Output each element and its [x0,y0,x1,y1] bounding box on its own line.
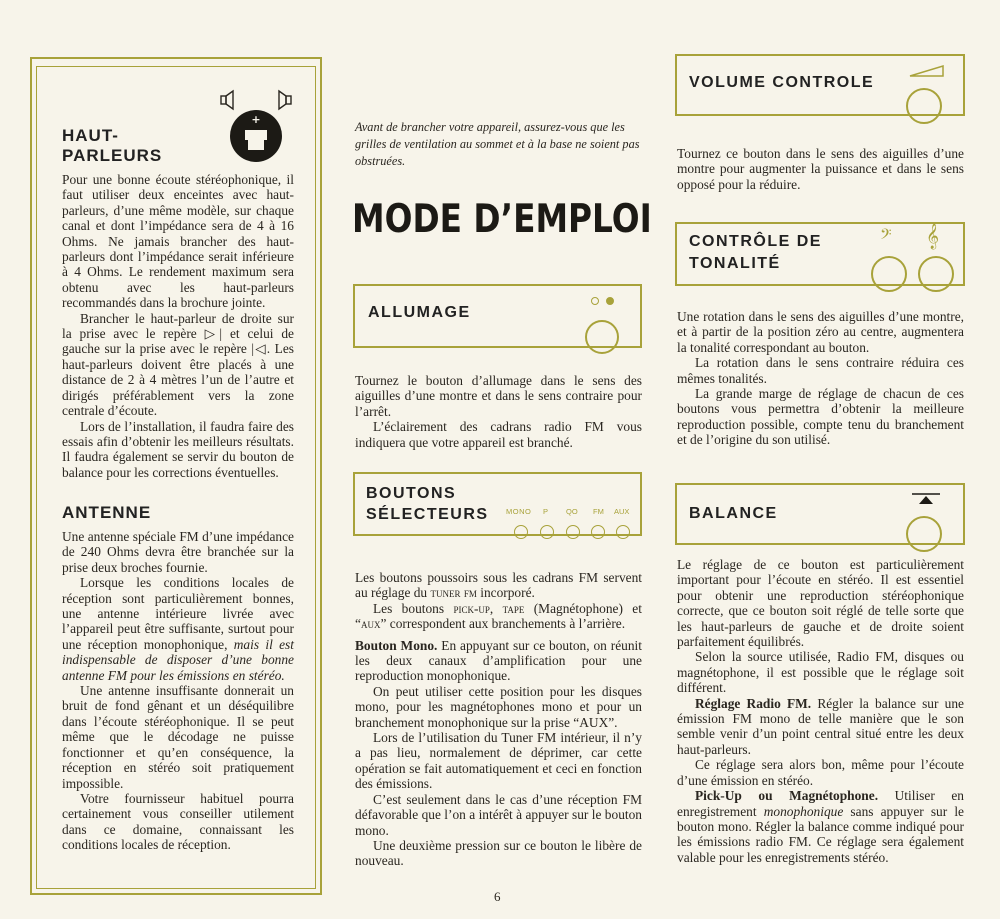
bass-clef-icon: 𝄢 [880,226,892,247]
treble-clef-icon: 𝄞 [926,224,940,249]
selector-button [616,525,630,539]
boutons-text [355,570,642,869]
paragraph: Réglage Radio FM. Régler la balance sur une émission FM mono de telle manière que le son semble venir d’un point central situé entre les deux haut-parleurs. [677,695,964,757]
paragraph: Tournez ce bouton dans le sens des aiguilles d’une montre pour augmenter la puissance et dans le sens opposé pour la réduire. [677,146,964,192]
intro-note: Avant de brancher votre appareil, assurez-vous que les grilles de ventilation au sommet et à la base ne soient pas obstruées. [355,120,640,168]
bass-knob [871,256,907,292]
paragraph: Tournez le bouton d’allumage dans le sens des aiguilles d’une montre et dans le sens contraire pour l’arrêt. [355,373,642,419]
allumage-text [355,373,642,450]
balance-text [677,557,964,865]
haut-parleurs-section [62,126,294,480]
paragraph: Le réglage de ce bouton est particulièrement important pour l’écoute en stéréo. Il est essentiel pour obtenir une reproduction stéréophonique correcte, que ce bouton soit réglé de telle sorte que les haut-parleurs de gauche et de droite soient parfaitement équilibrés. [677,557,964,650]
paragraph: Lors de l’utilisation du Tuner FM intérieur, il n’y a pas lieu, normalement de déprimer, car cette opération se fait automatiquement et ceci en fonction des émissions. [355,730,642,792]
paragraph: C’est seulement dans le cas d’une réception FM défavorable que l’on a intérêt à appuyer sur le bouton mono. [355,791,642,838]
volume-title: VOLUME CONTROLE [689,74,875,91]
selector-label: FM [593,507,604,516]
indicator-light [591,297,599,305]
volume-indicator-icon [908,64,948,78]
page-number: 6 [494,889,501,904]
paragraph: Pour une bonne écoute stéréophonique, il faut utiliser deux enceintes avec haut-parleurs, d’une même modèle, sur chaque canal et dont l’impédance sera de 4 à 16 Ohms. Ne jamais brancher des haut-parleurs dont l’impédance serait inférieure à 4 Ohms. Le rendement maximum sera obtenu avec les haut-parleurs recommandés dans la brochure jointe. [62,172,294,311]
balance-title: BALANCE [689,505,778,522]
paragraph: Lorsque les conditions locales de réception sont particulièrement bonnes, une antenne intérieure livrée avec l’appareil peut être suffisante, surtout pour une réception monophonique, mais il est indispensable de disposer d’une bonne antenne FM pour les émissions en stéréo. [62,575,294,683]
paragraph: Une antenne insuffisante donnerait un bruit de fond gênant et un déséquilibre dans l’écoute stéréophonique. Il se peut même que le décodage ne puisse fonctionner et qu’en conséquence, la réception en stéréo soit pratiquement impossible. [62,683,294,791]
paragraph: L’éclairement des cadrans radio FM vous indiquera que votre appareil est branché. [355,419,642,450]
tonalite-text [677,309,964,448]
paragraph: Pick-Up ou Magnétophone. Utiliser en enregistrement monophonique sans appuyer sur le bouton mono. Régler la balance comme indiqué pour les émissions radio FM. Ce réglage sera également valable pour les enregistrements stéréo. [677,788,964,865]
haut-parleurs-title: HAUT- PARLEURS [62,126,163,165]
selector-label: QO [566,507,578,516]
paragraph: La grande marge de réglage de chacun de ces boutons vous permettra d’obtenir la meilleure reproduction possible, compte tenu du branchement et de l’origine du son utilisé. [677,386,964,448]
allumage-title: ALLUMAGE [368,304,471,321]
paragraph: Bouton Mono. En appuyant sur ce bouton, on réunit les deux canaux d’amplification pour une reproduction monophonique. [355,637,642,684]
selector-button [514,525,528,539]
volume-knob [906,88,942,124]
selector-label: AUX [614,507,630,516]
balance-center-icon [910,492,942,508]
selector-label: P [543,507,549,516]
selector-button [566,525,580,539]
selector-label: MONO [506,507,532,516]
paragraph: Lors de l’installation, il faudra faire des essais afin d’obtenir les meilleurs résultats. Il faudra également se servir du bouton de balance pour les corrections éventuelles. [62,418,294,480]
selector-button [591,525,605,539]
svg-text:+: + [251,113,261,126]
treble-knob [918,256,954,292]
balance-knob [906,516,942,552]
tonalite-title: CONTRÔLE DE TONALITÉ [689,233,822,272]
paragraph: Ce réglage sera alors bon, même pour l’écoute d’une émission en stéréo. [677,757,964,788]
boutons-title: BOUTONS SÉLECTEURS [366,485,489,523]
selector-buttons [506,507,640,547]
indicator-light [606,297,614,305]
volume-text [677,146,964,192]
paragraph: Selon la source utilisée, Radio FM, disques ou magnétophone, il est possible que le réglage soit différent. [677,649,964,696]
paragraph: Une antenne spéciale FM d’une impédance de 240 Ohms devra être branchée sur la prise deux broches fournie. [62,529,294,575]
paragraph: On peut utiliser cette position pour les disques mono, pour les magnétophones mono et pour un branchement monophonique sur la prise “AUX”. [355,683,642,730]
antenne-title: ANTENNE [62,503,152,522]
selector-button [540,525,554,539]
paragraph: Les boutons pick-up, tape (Magnétophone) et “aux” correspondent aux branchements à l’arrière. [355,600,642,632]
power-knob [585,320,619,354]
paragraph: Une rotation dans le sens des aiguilles d’une montre, et à partir de la position zéro au centre, augmentera la tonalité correspondant au bouton. [677,309,964,355]
paragraph: Une deuxième pression sur ce bouton le libère de nouveau. [355,837,642,869]
paragraph: La rotation dans le sens contraire réduira ces mêmes tonalités. [677,355,964,386]
paragraph: Votre fournisseur habituel pourra certainement vous conseiller utilement dans ce domaine, connaissant les conditions locales de réception. [62,790,294,853]
paragraph: Brancher le haut-parleur de droite sur la prise avec le repère ▷| et celui de gauche sur la prise avec le repère |◁. Les haut-parleurs doivent être placés à une distance de 2 à 4 mètres l’un de l’autre et dirigés préférablement vers la zone centrale d’écoute. [62,310,294,419]
page-title: MODE D’EMPLOI [352,197,652,242]
paragraph: Les boutons poussoirs sous les cadrans FM servent au réglage du tuner fm incorporé. [355,570,642,601]
antenne-section [62,503,294,853]
